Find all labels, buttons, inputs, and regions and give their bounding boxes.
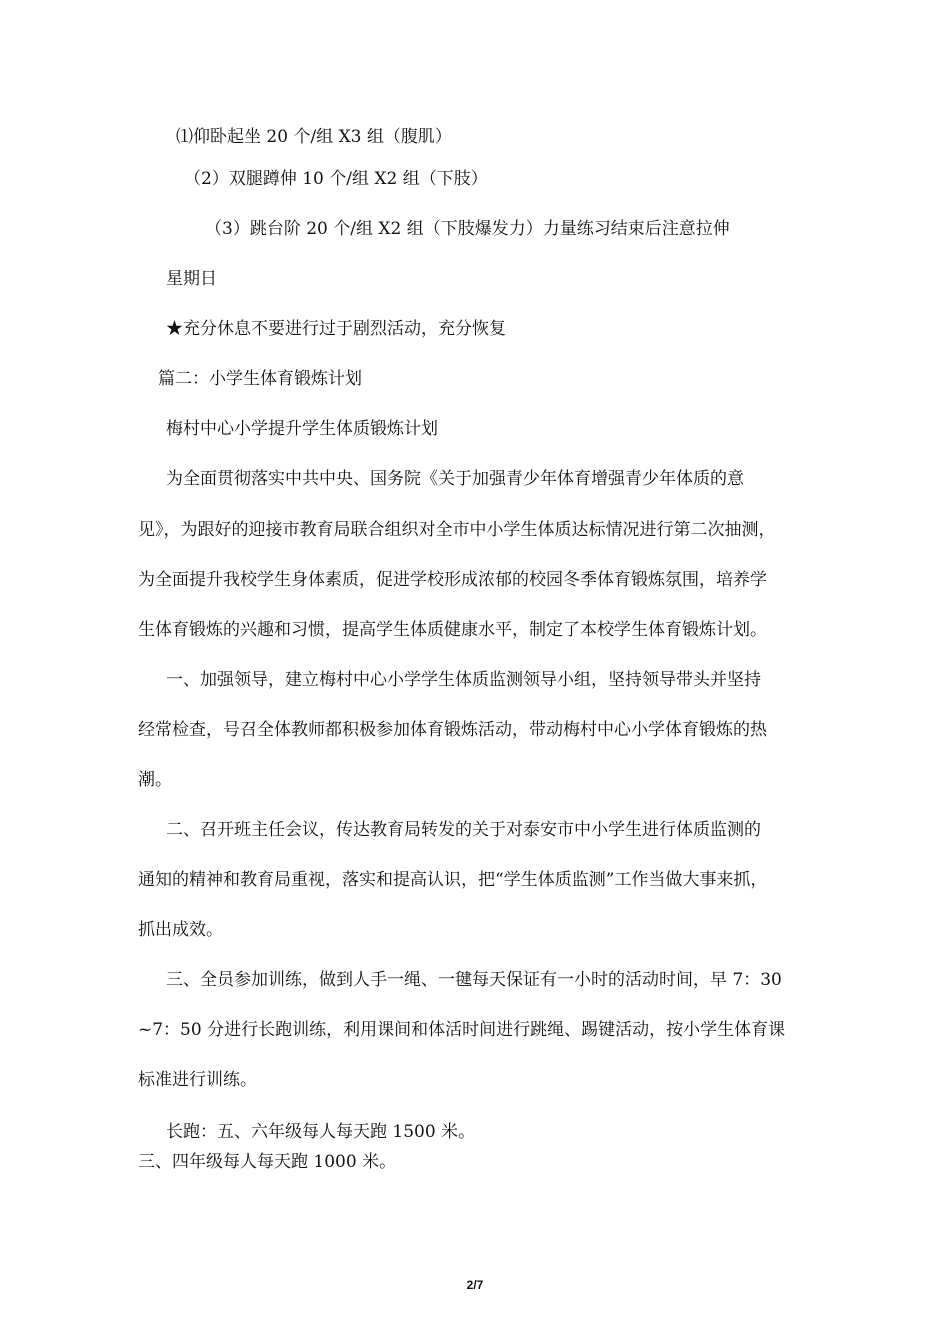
page-number: 2/7: [466, 1278, 484, 1292]
text-line: ⑴仰卧起坐 20 个/组 X3 组（腹肌）: [176, 127, 452, 147]
text-line: 二、召开班主任会议，传达教育局转发的关于对泰安市中小学生进行体质监测的: [166, 820, 761, 840]
text-line: 为全面提升我校学生身体素质，促进学校形成浓郁的校园冬季体育锻炼氛围，培养学: [138, 570, 767, 590]
text-line: （3）跳台阶 20 个/组 X2 组（下肢爆发力）力量练习结束后注意拉伸: [205, 219, 730, 239]
text-line: 三、全员参加训练，做到人手一绳、一毽每天保证有一小时的活动时间，早 7：30: [166, 970, 782, 990]
text-line: 通知的精神和教育局重视，落实和提高认识，把“学生体质监测”工作当做大事来抓，: [138, 870, 768, 890]
text-line: 三、四年级每人每天跑 1000 米。: [138, 1152, 397, 1172]
text-line: 抓出成效。: [138, 920, 223, 940]
text-line: 为全面贯彻落实中共中央、国务院《关于加强青少年体育增强青少年体质的意: [166, 469, 744, 489]
text-line: 生体育锻炼的兴趣和习惯，提高学生体质健康水平，制定了本校学生体育锻炼计划。: [138, 620, 767, 640]
text-line: ~7：50 分进行长跑训练，利用课间和体活时间进行跳绳、踢键活动，按小学生体育课: [138, 1020, 786, 1040]
text-line: 见》，为跟好的迎接市教育局联合组织对全市中小学生体质达标情况进行第二次抽测，: [138, 520, 776, 540]
text-line: 经常检查，号召全体教师都积极参加体育锻炼活动，带动梅村中心小学体育锻炼的热: [138, 720, 767, 740]
document-title: 梅村中心小学提升学生体质锻炼计划: [166, 419, 438, 439]
section-heading: 篇二：小学生体育锻炼计划: [158, 369, 362, 389]
text-line: 长跑：五、六年级每人每天跑 1500 米。: [166, 1122, 476, 1142]
text-line: 星期日: [166, 269, 217, 289]
text-line: （2）双腿蹲伸 10 个/组 X2 组（下肢）: [184, 169, 488, 189]
text-line: 潮。: [138, 770, 172, 790]
text-line: ★充分休息不要进行过于剧烈活动，充分恢复: [166, 319, 506, 339]
text-line: 标准进行训练。: [138, 1070, 257, 1090]
text-line: 一、加强领导，建立梅村中心小学学生体质监测领导小组，坚持领导带头并坚持: [166, 670, 761, 690]
